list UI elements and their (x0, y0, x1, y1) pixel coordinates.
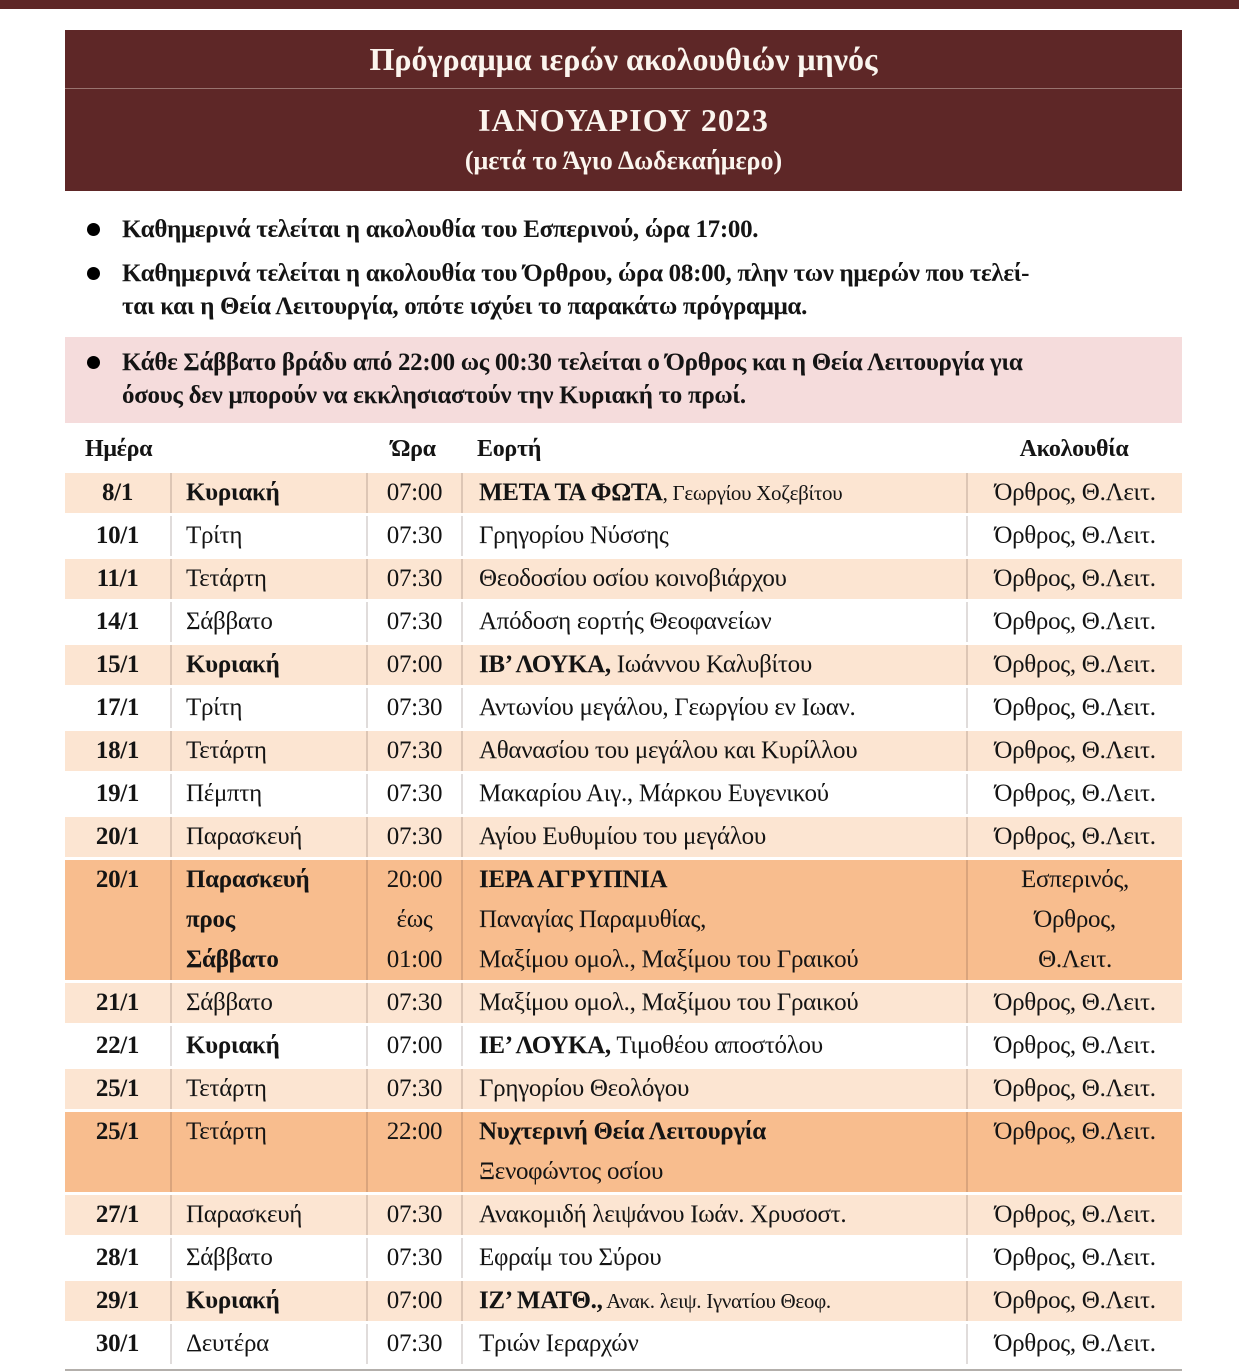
service-line: Όρθρος, Θ.Λειτ. (994, 694, 1156, 721)
note-line: Κάθε Σάββατο βράδυ από 22:00 ως 00:30 τελείται ο Όρθρος και η Θεία Λειτουργία για (122, 349, 1023, 376)
feast-segment: Γρηγορίου Θεολόγου (479, 1075, 690, 1102)
cell-time (366, 774, 461, 814)
table-header-row (65, 431, 1182, 470)
schedule-row-30-1-17 (65, 1321, 1182, 1364)
feast-line (479, 983, 966, 1023)
feast-segment: Εφραίμ του Σύρου (479, 1244, 662, 1271)
feast-line (479, 473, 966, 513)
day-line: Τετάρτη (186, 565, 267, 592)
feast-line (479, 1069, 966, 1109)
day-line: Τετάρτη (186, 1075, 267, 1102)
feast-line (479, 559, 966, 599)
schedule-row-27-1-14 (65, 1192, 1182, 1235)
column-header-feast: Εορτή (477, 436, 542, 462)
cell-day (170, 1026, 366, 1066)
cell-service (966, 516, 1182, 556)
cell-date: 25/1 (95, 1118, 140, 1145)
service-line: Όρθρος, Θ.Λειτ. (994, 479, 1156, 506)
column-header-service: Ακολουθία (1019, 436, 1129, 462)
time-line: 07:00 (386, 651, 443, 678)
cell-day (170, 731, 366, 771)
cell-feast (461, 817, 966, 857)
day-line: Κυριακή (186, 479, 280, 506)
cell-feast (461, 473, 966, 513)
service-line: Όρθρος, Θ.Λειτ. (994, 608, 1156, 635)
cell-feast (461, 516, 966, 556)
cell-date: 18/1 (95, 737, 140, 764)
service-line: Όρθρος, Θ.Λειτ. (994, 522, 1156, 549)
cell-service (966, 817, 1182, 857)
cell-time (366, 1069, 461, 1109)
day-line: Σάββατο (186, 608, 273, 635)
cell-date: 20/1 (95, 866, 140, 893)
feast-line (479, 516, 966, 556)
cell-feast (461, 559, 966, 599)
cell-time (366, 602, 461, 642)
day-line: Παρασκευή (186, 866, 310, 893)
notes-section (65, 211, 1182, 423)
service-line: Όρθρος, Θ.Λειτ. (994, 1032, 1156, 1059)
time-line: 07:30 (386, 608, 443, 635)
feast-segment: Απόδοση εορτής Θεοφανείων (479, 608, 772, 635)
service-line: Όρθρος, Θ.Λειτ. (994, 1075, 1156, 1102)
cell-feast (461, 1026, 966, 1066)
feast-segment: ΙΕΡΑ ΑΓΡΥΠΝΙΑ (479, 866, 668, 893)
cell-day (170, 1238, 366, 1278)
time-line: 07:30 (386, 823, 443, 850)
bullet-dot-icon (87, 223, 100, 236)
cell-time (366, 516, 461, 556)
cell-day (170, 645, 366, 685)
service-line: Όρθρος, (1034, 906, 1116, 933)
note-line: ται και η Θεία Λειτουργία, οπότε ισχύει το παρακάτω πρόγραμμα. (122, 293, 808, 320)
document-header (65, 30, 1182, 191)
feast-line (479, 1195, 966, 1235)
time-line: 07:30 (386, 522, 443, 549)
cell-feast (461, 983, 966, 1023)
note-text (122, 257, 1029, 323)
cell-date: 19/1 (95, 780, 140, 807)
service-line: Όρθρος, Θ.Λειτ. (994, 651, 1156, 678)
cell-feast (461, 1112, 966, 1192)
feast-segment: Θεοδοσίου οσίου κοινοβιάρχου (479, 565, 787, 592)
cell-day (170, 688, 366, 728)
cell-date: 8/1 (101, 479, 134, 506)
cell-day (170, 817, 366, 857)
cell-date: 17/1 (95, 694, 140, 721)
note-line: όσους δεν μπορούν να εκκλησιαστούν την Κυριακή το πρωί. (122, 382, 746, 409)
cell-time (366, 983, 461, 1023)
time-line: 07:30 (386, 989, 443, 1016)
feast-line (479, 900, 966, 940)
cell-service (966, 688, 1182, 728)
feast-line (479, 817, 966, 857)
cell-time (366, 473, 461, 513)
cell-feast (461, 688, 966, 728)
header-subtitle: (μετά το Άγιο Δωδεκαήμερο) (464, 146, 783, 175)
service-line: Όρθρος, Θ.Λειτ. (994, 737, 1156, 764)
cell-date: 30/1 (95, 1330, 140, 1357)
feast-segment: Γρηγορίου Νύσσης (479, 522, 669, 549)
note-text (122, 213, 758, 246)
cell-service (966, 983, 1182, 1023)
feast-line (479, 1324, 966, 1364)
feast-segment: ΙΒ’ ΛΟΥΚΑ, (479, 651, 611, 678)
schedule-row-20-1-8 (65, 814, 1182, 857)
cell-time (366, 688, 461, 728)
schedule-table (65, 431, 1182, 1371)
feast-segment: Ιωάννου Καλυβίτου (610, 651, 812, 678)
cell-date: 20/1 (95, 823, 140, 850)
feast-line (479, 645, 966, 685)
schedule-row-22-1-11 (65, 1023, 1182, 1066)
feast-segment: ΙΖ’ ΜΑΤΘ., (479, 1287, 603, 1314)
cell-service (966, 645, 1182, 685)
time-line: 07:30 (386, 1330, 443, 1357)
time-line: 07:30 (386, 694, 443, 721)
note-text (122, 346, 1023, 412)
schedule-row-20-1-9 (65, 857, 1182, 980)
cell-day (170, 602, 366, 642)
time-line: 07:00 (386, 1287, 443, 1314)
feast-segment: Παναγίας Παραμυθίας, (479, 906, 707, 933)
cell-feast (461, 1281, 966, 1321)
cell-date: 25/1 (95, 1075, 140, 1102)
note-bullet-2 (65, 255, 1182, 325)
cell-time (366, 1026, 461, 1066)
service-line: Όρθρος, Θ.Λειτ. (994, 1330, 1156, 1357)
cell-time (366, 1238, 461, 1278)
time-line: 20:00 (386, 866, 443, 893)
cell-time (366, 860, 461, 980)
service-line: Όρθρος, Θ.Λειτ. (994, 1118, 1156, 1145)
cell-date: 28/1 (95, 1244, 140, 1271)
service-line: Όρθρος, Θ.Λειτ. (994, 823, 1156, 850)
time-line: 07:30 (386, 780, 443, 807)
time-line: έως (396, 906, 433, 933)
day-line: Παρασκευή (186, 823, 303, 850)
page-content (65, 30, 1182, 1371)
schedule-row-15-1-4 (65, 642, 1182, 685)
cell-day (170, 1281, 366, 1321)
feast-segment: Μακαρίου Αιγ., Μάρκου Ευγενικού (479, 780, 829, 807)
note-line: Καθημερινά τελείται η ακολουθία του Εσπερινού, ώρα 17:00. (122, 216, 759, 243)
note-line: Καθημερινά τελείται η ακολουθία του Όρθρου, ώρα 08:00, πλην των ημερών που τελεί- (122, 260, 1030, 287)
feast-line (479, 774, 966, 814)
cell-feast (461, 1195, 966, 1235)
cell-service (966, 473, 1182, 513)
cell-feast (461, 774, 966, 814)
time-line: 07:30 (386, 737, 443, 764)
feast-segment: ΙΕ’ ΛΟΥΚΑ, (479, 1032, 611, 1059)
day-line: Κυριακή (186, 1032, 280, 1059)
day-line: Σάββατο (186, 989, 273, 1016)
time-line: 01:00 (386, 946, 443, 973)
schedule-row-18-1-6 (65, 728, 1182, 771)
cell-day (170, 473, 366, 513)
cell-service (966, 860, 1182, 980)
schedule-row-11-1-2 (65, 556, 1182, 599)
cell-feast (461, 731, 966, 771)
cell-service (966, 1112, 1182, 1192)
feast-segment: Ανακ. λειψ. Ιγνατίου Θεοφ. (602, 1289, 831, 1313)
schedule-row-19-1-7 (65, 771, 1182, 814)
feast-line (479, 1238, 966, 1278)
cell-day (170, 774, 366, 814)
schedule-row-14-1-3 (65, 599, 1182, 642)
cell-feast (461, 1238, 966, 1278)
page-title: Πρόγραμμα ιερών ακολουθιών μηνός (369, 41, 878, 77)
service-line: Όρθρος, Θ.Λειτ. (994, 1244, 1156, 1271)
day-line: Πέμπτη (186, 780, 262, 807)
cell-service (966, 1238, 1182, 1278)
service-line: Όρθρος, Θ.Λειτ. (994, 1287, 1156, 1314)
feast-line (479, 688, 966, 728)
time-line: 07:00 (386, 1032, 443, 1059)
bullet-dot-icon (87, 356, 100, 369)
service-line: Όρθρος, Θ.Λειτ. (994, 565, 1156, 592)
schedule-row-10-1-1 (65, 513, 1182, 556)
cell-date: 14/1 (95, 608, 140, 635)
column-header-day: Ημέρα (85, 436, 153, 462)
feast-line (479, 1026, 966, 1066)
service-line: Θ.Λειτ. (1038, 946, 1112, 973)
feast-line (479, 1152, 966, 1192)
schedule-row-8-1-0 (65, 470, 1182, 513)
cell-service (966, 1195, 1182, 1235)
cell-service (966, 602, 1182, 642)
note-bullet-3 (65, 337, 1182, 423)
day-line: Σάββατο (186, 946, 279, 973)
feast-line (479, 940, 966, 980)
cell-service (966, 774, 1182, 814)
schedule-row-29-1-16 (65, 1278, 1182, 1321)
cell-day (170, 1324, 366, 1364)
bullet-dot-icon (87, 267, 100, 280)
schedule-row-25-1-12 (65, 1066, 1182, 1109)
schedule-row-17-1-5 (65, 685, 1182, 728)
feast-line (479, 731, 966, 771)
top-border-strip (0, 0, 1239, 9)
note-bullet-1 (65, 211, 1182, 248)
time-line: 07:00 (386, 479, 443, 506)
cell-day (170, 983, 366, 1023)
feast-line (479, 1112, 966, 1152)
cell-date: 27/1 (95, 1201, 140, 1228)
time-line: 07:30 (386, 1075, 443, 1102)
cell-service (966, 731, 1182, 771)
feast-segment: Τριών Ιεραρχών (479, 1330, 639, 1357)
feast-segment: Ανακομιδή λειψάνου Ιωάν. Χρυσοστ. (479, 1201, 847, 1228)
day-line: Δευτέρα (186, 1330, 269, 1357)
cell-time (366, 645, 461, 685)
cell-feast (461, 645, 966, 685)
feast-segment: Μαξίμου ομολ., Μαξίμου του Γραικού (479, 946, 859, 973)
service-line: Εσπερινός, (1020, 866, 1130, 893)
cell-day (170, 1069, 366, 1109)
cell-service (966, 1069, 1182, 1109)
cell-service (966, 1281, 1182, 1321)
cell-feast (461, 602, 966, 642)
day-line: Σάββατο (186, 1244, 273, 1271)
cell-date: 15/1 (95, 651, 140, 678)
feast-segment: , Γεωργίου Χοζεβίτου (662, 481, 843, 505)
time-line: 07:30 (386, 565, 443, 592)
day-line: Τετάρτη (186, 737, 267, 764)
cell-date: 22/1 (95, 1032, 140, 1059)
feast-segment: Αγίου Ευθυμίου του μεγάλου (479, 823, 766, 850)
time-line: 07:30 (386, 1244, 443, 1271)
feast-segment: Ξενοφώντος οσίου (479, 1158, 664, 1185)
cell-day (170, 559, 366, 599)
feast-line (479, 1281, 966, 1321)
day-line: προς (186, 906, 235, 933)
cell-time (366, 817, 461, 857)
cell-time (366, 1112, 461, 1192)
cell-day (170, 1195, 366, 1235)
feast-line (479, 860, 966, 900)
time-line: 22:00 (386, 1118, 443, 1145)
service-line: Όρθρος, Θ.Λειτ. (994, 1201, 1156, 1228)
cell-day (170, 1112, 366, 1192)
schedule-row-25-1-13 (65, 1109, 1182, 1192)
schedule-row-28-1-15 (65, 1235, 1182, 1278)
cell-feast (461, 1069, 966, 1109)
feast-segment: Τιμοθέου αποστόλου (610, 1032, 823, 1059)
schedule-row-21-1-10 (65, 980, 1182, 1023)
service-line: Όρθρος, Θ.Λειτ. (994, 780, 1156, 807)
day-line: Τρίτη (186, 522, 243, 549)
feast-segment: Αθανασίου του μεγάλου και Κυρίλλου (479, 737, 858, 764)
cell-day (170, 516, 366, 556)
cell-date: 29/1 (95, 1287, 140, 1314)
time-line: 07:30 (386, 1201, 443, 1228)
feast-line (479, 602, 966, 642)
cell-time (366, 731, 461, 771)
cell-time (366, 1281, 461, 1321)
day-line: Παρασκευή (186, 1201, 303, 1228)
feast-segment: Νυχτερινή Θεία Λειτουργία (479, 1118, 766, 1145)
day-line: Τετάρτη (186, 1118, 267, 1145)
service-line: Όρθρος, Θ.Λειτ. (994, 989, 1156, 1016)
column-header-time: Ώρα (391, 436, 436, 462)
cell-service (966, 559, 1182, 599)
cell-time (366, 1195, 461, 1235)
table-body (65, 470, 1182, 1364)
cell-date: 21/1 (95, 989, 140, 1016)
feast-segment: Αντωνίου μεγάλου, Γεωργίου εν Ιωαν. (479, 694, 856, 721)
cell-time (366, 1324, 461, 1364)
feast-segment: Μαξίμου ομολ., Μαξίμου του Γραικού (479, 989, 859, 1016)
day-line: Κυριακή (186, 651, 280, 678)
feast-segment: ΜΕΤΑ ΤΑ ΦΩΤΑ (479, 479, 663, 506)
cell-service (966, 1324, 1182, 1364)
cell-feast (461, 1324, 966, 1364)
cell-time (366, 559, 461, 599)
cell-service (966, 1026, 1182, 1066)
day-line: Τρίτη (186, 694, 243, 721)
cell-feast (461, 860, 966, 980)
day-line: Κυριακή (186, 1287, 280, 1314)
cell-date: 10/1 (95, 522, 140, 549)
cell-day (170, 860, 366, 980)
cell-date: 11/1 (96, 565, 139, 592)
header-month: ΙΑΝΟΥΑΡΙΟΥ 2023 (478, 102, 769, 138)
